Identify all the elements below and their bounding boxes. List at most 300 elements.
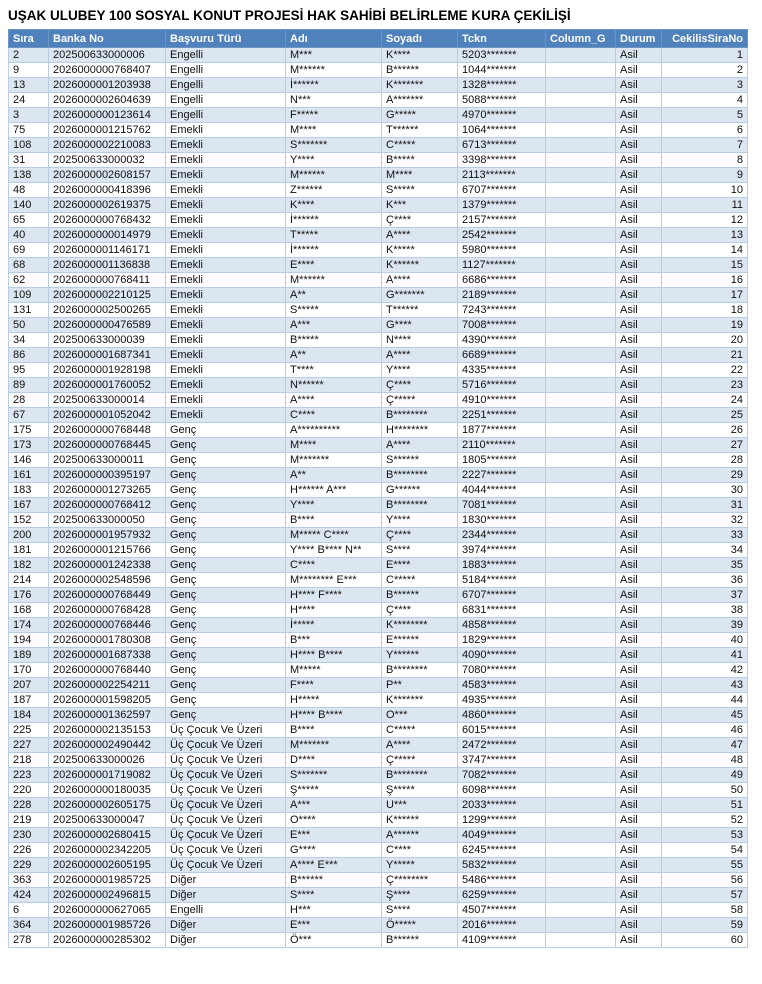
table-row [9,648,748,663]
cell-soyadi: C***** [382,573,458,588]
cell-adi: İ****** [286,243,382,258]
cell-durum: Asil [616,528,662,543]
cell-tckn: 1379******* [458,198,546,213]
cell-adi: B****** [286,873,382,888]
cell-tckn: 7080******* [458,663,546,678]
cell-sira: 65 [9,213,49,228]
cell-cekilis_sira_no: 56 [662,873,748,888]
cell-adi: A** [286,468,382,483]
cell-durum: Asil [616,258,662,273]
cell-adi: S***** [286,303,382,318]
cell-adi: Ş***** [286,783,382,798]
column-header-adi: Adı [286,30,382,48]
cell-cekilis_sira_no: 18 [662,303,748,318]
cell-tckn: 4507******* [458,903,546,918]
cell-column_g [546,888,616,903]
cell-column_g [546,333,616,348]
table-row [9,768,748,783]
cell-adi: S**** [286,888,382,903]
cell-adi: M**** [286,123,382,138]
cell-tckn: 6098******* [458,783,546,798]
cell-soyadi: G****** [382,483,458,498]
cell-tckn: 3398******* [458,153,546,168]
cell-basvuru_turu: Engelli [166,108,286,123]
cell-soyadi: Y**** [382,363,458,378]
cell-adi: Y**** [286,153,382,168]
cell-sira: 67 [9,408,49,423]
cell-sira: 24 [9,93,49,108]
cell-durum: Asil [616,378,662,393]
cell-soyadi: S****** [382,453,458,468]
table-row [9,843,748,858]
cell-sira: 86 [9,348,49,363]
cell-soyadi: Ç**** [382,213,458,228]
cell-column_g [546,633,616,648]
cell-banka_no: 2026000001687338 [49,648,166,663]
cell-sira: 40 [9,228,49,243]
cell-soyadi: Ş***** [382,783,458,798]
cell-durum: Asil [616,798,662,813]
cell-banka_no: 2026000000180035 [49,783,166,798]
table-row [9,348,748,363]
table-row [9,858,748,873]
cell-sira: 226 [9,843,49,858]
cell-basvuru_turu: Üç Çocuk Ve Üzeri [166,843,286,858]
cell-banka_no: 2026000000768428 [49,603,166,618]
cell-adi: E*** [286,918,382,933]
cell-column_g [546,93,616,108]
cell-soyadi: C**** [382,843,458,858]
cell-sira: 214 [9,573,49,588]
cell-adi: A*** [286,318,382,333]
cell-sira: 174 [9,618,49,633]
cell-tckn: 2157******* [458,213,546,228]
column-header-durum: Durum [616,30,662,48]
table-row [9,513,748,528]
cell-adi: T**** [286,363,382,378]
cell-soyadi: T****** [382,303,458,318]
table-row [9,498,748,513]
cell-durum: Asil [616,708,662,723]
cell-banka_no: 2026000000418396 [49,183,166,198]
cell-banka_no: 2026000002135153 [49,723,166,738]
cell-basvuru_turu: Genç [166,543,286,558]
cell-adi: M***** C**** [286,528,382,543]
cell-sira: 194 [9,633,49,648]
cell-soyadi: B***** [382,153,458,168]
cell-banka_no: 2026000001687341 [49,348,166,363]
cell-soyadi: A**** [382,228,458,243]
cell-column_g [546,408,616,423]
cell-adi: H**** B**** [286,648,382,663]
cell-adi: G**** [286,843,382,858]
cell-basvuru_turu: Genç [166,423,286,438]
cell-cekilis_sira_no: 45 [662,708,748,723]
table-row [9,153,748,168]
cell-durum: Asil [616,93,662,108]
cell-soyadi: B****** [382,588,458,603]
cell-soyadi: A******* [382,93,458,108]
cell-durum: Asil [616,603,662,618]
cell-sira: 424 [9,888,49,903]
table-row [9,528,748,543]
table-row [9,753,748,768]
cell-cekilis_sira_no: 13 [662,228,748,243]
cell-cekilis_sira_no: 58 [662,903,748,918]
cell-durum: Asil [616,273,662,288]
cell-sira: 62 [9,273,49,288]
cell-tckn: 2251******* [458,408,546,423]
cell-column_g [546,828,616,843]
header-row [9,30,748,48]
cell-column_g [546,858,616,873]
cell-adi: H***** [286,693,382,708]
cell-banka_no: 2026000001985726 [49,918,166,933]
cell-basvuru_turu: Engelli [166,93,286,108]
cell-basvuru_turu: Emekli [166,213,286,228]
cell-banka_no: 2026000002604639 [49,93,166,108]
cell-basvuru_turu: Genç [166,558,286,573]
table-row [9,168,748,183]
cell-soyadi: B******** [382,498,458,513]
cell-column_g [546,108,616,123]
cell-sira: 220 [9,783,49,798]
cell-basvuru_turu: Genç [166,588,286,603]
cell-tckn: 4109******* [458,933,546,948]
cell-tckn: 4583******* [458,678,546,693]
table-row [9,588,748,603]
cell-cekilis_sira_no: 20 [662,333,748,348]
cell-column_g [546,918,616,933]
column-header-soyadi: Soyadı [382,30,458,48]
cell-tckn: 1328******* [458,78,546,93]
cell-adi: B**** [286,513,382,528]
table-row [9,603,748,618]
cell-tckn: 1127******* [458,258,546,273]
cell-basvuru_turu: Genç [166,498,286,513]
cell-column_g [546,318,616,333]
cell-durum: Asil [616,63,662,78]
cell-adi: İ****** [286,78,382,93]
cell-banka_no: 202500633000026 [49,753,166,768]
cell-tckn: 4044******* [458,483,546,498]
table-row [9,738,748,753]
cell-soyadi: A**** [382,738,458,753]
cell-durum: Asil [616,468,662,483]
cell-banka_no: 2026000002254211 [49,678,166,693]
cell-basvuru_turu: Engelli [166,63,286,78]
cell-cekilis_sira_no: 29 [662,468,748,483]
cell-cekilis_sira_no: 3 [662,78,748,93]
cell-sira: 175 [9,423,49,438]
cell-tckn: 2016******* [458,918,546,933]
cell-column_g [546,678,616,693]
cell-basvuru_turu: Emekli [166,228,286,243]
cell-basvuru_turu: Emekli [166,288,286,303]
cell-sira: 68 [9,258,49,273]
cell-tckn: 4860******* [458,708,546,723]
cell-adi: F***** [286,108,382,123]
cell-tckn: 2189******* [458,288,546,303]
cell-durum: Asil [616,123,662,138]
cell-cekilis_sira_no: 15 [662,258,748,273]
cell-column_g [546,663,616,678]
cell-column_g [546,453,616,468]
cell-sira: 109 [9,288,49,303]
cell-soyadi: Ç**** [382,603,458,618]
table-row [9,888,748,903]
cell-soyadi: K******** [382,618,458,633]
cell-soyadi: A**** [382,273,458,288]
cell-sira: 152 [9,513,49,528]
cell-column_g [546,168,616,183]
cell-cekilis_sira_no: 47 [662,738,748,753]
cell-basvuru_turu: Üç Çocuk Ve Üzeri [166,828,286,843]
cell-column_g [546,273,616,288]
table-row [9,108,748,123]
cell-cekilis_sira_no: 31 [662,498,748,513]
cell-basvuru_turu: Üç Çocuk Ve Üzeri [166,753,286,768]
cell-durum: Asil [616,513,662,528]
cell-banka_no: 2026000002210125 [49,288,166,303]
cell-column_g [546,393,616,408]
cell-tckn: 6259******* [458,888,546,903]
cell-durum: Asil [616,888,662,903]
column-header-sira: Sıra [9,30,49,48]
cell-banka_no: 2026000001957932 [49,528,166,543]
column-header-banka_no: Banka No [49,30,166,48]
cell-banka_no: 202500633000032 [49,153,166,168]
cell-adi: T***** [286,228,382,243]
cell-column_g [546,183,616,198]
cell-durum: Asil [616,588,662,603]
cell-sira: 183 [9,483,49,498]
cell-banka_no: 2026000000768446 [49,618,166,633]
cell-column_g [546,288,616,303]
cell-tckn: 6713******* [458,138,546,153]
cell-soyadi: Ç**** [382,528,458,543]
cell-durum: Asil [616,423,662,438]
cell-banka_no: 2026000000768449 [49,588,166,603]
cell-durum: Asil [616,543,662,558]
table-row [9,828,748,843]
cell-soyadi: B******** [382,408,458,423]
cell-basvuru_turu: Genç [166,693,286,708]
cell-soyadi: Y****** [382,648,458,663]
cell-banka_no: 2026000000476589 [49,318,166,333]
cell-basvuru_turu: Emekli [166,258,286,273]
cell-cekilis_sira_no: 36 [662,573,748,588]
cell-sira: 131 [9,303,49,318]
cell-sira: 228 [9,798,49,813]
cell-basvuru_turu: Emekli [166,378,286,393]
cell-banka_no: 2026000001760052 [49,378,166,393]
cell-soyadi: A****** [382,828,458,843]
cell-banka_no: 2026000001136838 [49,258,166,273]
cell-banka_no: 2026000002342205 [49,843,166,858]
cell-basvuru_turu: Emekli [166,183,286,198]
table-row [9,393,748,408]
cell-durum: Asil [616,633,662,648]
cell-column_g [546,63,616,78]
cell-sira: 89 [9,378,49,393]
cell-basvuru_turu: Genç [166,633,286,648]
cell-sira: 176 [9,588,49,603]
cell-banka_no: 2026000000768407 [49,63,166,78]
cell-tckn: 7008******* [458,318,546,333]
cell-sira: 170 [9,663,49,678]
cell-durum: Asil [616,558,662,573]
cell-tckn: 4335******* [458,363,546,378]
table-row [9,408,748,423]
cell-tckn: 1877******* [458,423,546,438]
cell-durum: Asil [616,753,662,768]
cell-banka_no: 2026000001052042 [49,408,166,423]
cell-soyadi: M**** [382,168,458,183]
cell-banka_no: 202500633000011 [49,453,166,468]
cell-sira: 219 [9,813,49,828]
cell-cekilis_sira_no: 43 [662,678,748,693]
cell-soyadi: C***** [382,138,458,153]
cell-soyadi: K*** [382,198,458,213]
cell-soyadi: G***** [382,108,458,123]
cell-soyadi: B******** [382,468,458,483]
cell-soyadi: Ç******** [382,873,458,888]
table-row [9,318,748,333]
cell-tckn: 2113******* [458,168,546,183]
cell-adi: M******** E*** [286,573,382,588]
cell-cekilis_sira_no: 42 [662,663,748,678]
cell-banka_no: 2026000001719082 [49,768,166,783]
cell-basvuru_turu: Emekli [166,303,286,318]
cell-basvuru_turu: Emekli [166,318,286,333]
table-row [9,333,748,348]
cell-banka_no: 2026000000768445 [49,438,166,453]
cell-adi: B**** [286,723,382,738]
cell-adi: C**** [286,408,382,423]
cell-durum: Asil [616,168,662,183]
table-row [9,363,748,378]
table-row [9,918,748,933]
cell-adi: S******* [286,768,382,783]
cell-sira: 189 [9,648,49,663]
cell-soyadi: G**** [382,318,458,333]
cell-tckn: 3747******* [458,753,546,768]
cell-banka_no: 2026000001146171 [49,243,166,258]
cell-durum: Asil [616,183,662,198]
cell-durum: Asil [616,348,662,363]
cell-durum: Asil [616,108,662,123]
cell-column_g [546,123,616,138]
cell-sira: 278 [9,933,49,948]
cell-durum: Asil [616,333,662,348]
cell-adi: F**** [286,678,382,693]
cell-banka_no: 2026000002210083 [49,138,166,153]
cell-column_g [546,588,616,603]
cell-banka_no: 2026000000768440 [49,663,166,678]
cell-adi: H****** A*** [286,483,382,498]
table-row [9,243,748,258]
cell-column_g [546,573,616,588]
cell-soyadi: U*** [382,798,458,813]
cell-basvuru_turu: Emekli [166,198,286,213]
cell-durum: Asil [616,153,662,168]
cell-banka_no: 2026000001985725 [49,873,166,888]
cell-tckn: 1064******* [458,123,546,138]
cell-soyadi: O*** [382,708,458,723]
cell-durum: Asil [616,618,662,633]
cell-cekilis_sira_no: 51 [662,798,748,813]
cell-tckn: 6015******* [458,723,546,738]
cell-soyadi: Ç**** [382,378,458,393]
cell-adi: M**** [286,438,382,453]
cell-banka_no: 2026000002548596 [49,573,166,588]
cell-tckn: 1830******* [458,513,546,528]
table-row [9,453,748,468]
cell-tckn: 5716******* [458,378,546,393]
cell-basvuru_turu: Genç [166,603,286,618]
table-row [9,258,748,273]
cell-banka_no: 202500633000047 [49,813,166,828]
cell-cekilis_sira_no: 39 [662,618,748,633]
cell-cekilis_sira_no: 49 [662,768,748,783]
cell-column_g [546,153,616,168]
cell-column_g [546,798,616,813]
cell-cekilis_sira_no: 55 [662,858,748,873]
cell-durum: Asil [616,198,662,213]
cell-soyadi: A**** [382,348,458,363]
cell-tckn: 3974******* [458,543,546,558]
cell-adi: Z****** [286,183,382,198]
cell-cekilis_sira_no: 12 [662,213,748,228]
cell-column_g [546,528,616,543]
cell-sira: 34 [9,333,49,348]
cell-cekilis_sira_no: 10 [662,183,748,198]
cell-adi: H*** [286,903,382,918]
cell-durum: Asil [616,288,662,303]
cell-column_g [546,708,616,723]
cell-banka_no: 202500633000014 [49,393,166,408]
table-row [9,813,748,828]
page-title: UŞAK ULUBEY 100 SOSYAL KONUT PROJESİ HAK SAHİBİ BELİRLEME KURA ÇEKİLİŞİ [8,8,571,23]
cell-soyadi: P** [382,678,458,693]
cell-durum: Asil [616,693,662,708]
cell-banka_no: 2026000000768411 [49,273,166,288]
table-row [9,78,748,93]
cell-basvuru_turu: Genç [166,438,286,453]
cell-durum: Asil [616,243,662,258]
cell-basvuru_turu: Emekli [166,393,286,408]
table-header [9,30,748,48]
cell-basvuru_turu: Emekli [166,123,286,138]
cell-cekilis_sira_no: 14 [662,243,748,258]
cell-sira: 173 [9,438,49,453]
table-row [9,663,748,678]
table-row [9,873,748,888]
cell-tckn: 5088******* [458,93,546,108]
cell-cekilis_sira_no: 26 [662,423,748,438]
cell-banka_no: 2026000000014979 [49,228,166,243]
cell-column_g [546,783,616,798]
cell-tckn: 4390******* [458,333,546,348]
cell-durum: Asil [616,873,662,888]
cell-basvuru_turu: Genç [166,468,286,483]
cell-durum: Asil [616,918,662,933]
cell-cekilis_sira_no: 21 [662,348,748,363]
cell-adi: C**** [286,558,382,573]
cell-cekilis_sira_no: 48 [662,753,748,768]
cell-durum: Asil [616,828,662,843]
